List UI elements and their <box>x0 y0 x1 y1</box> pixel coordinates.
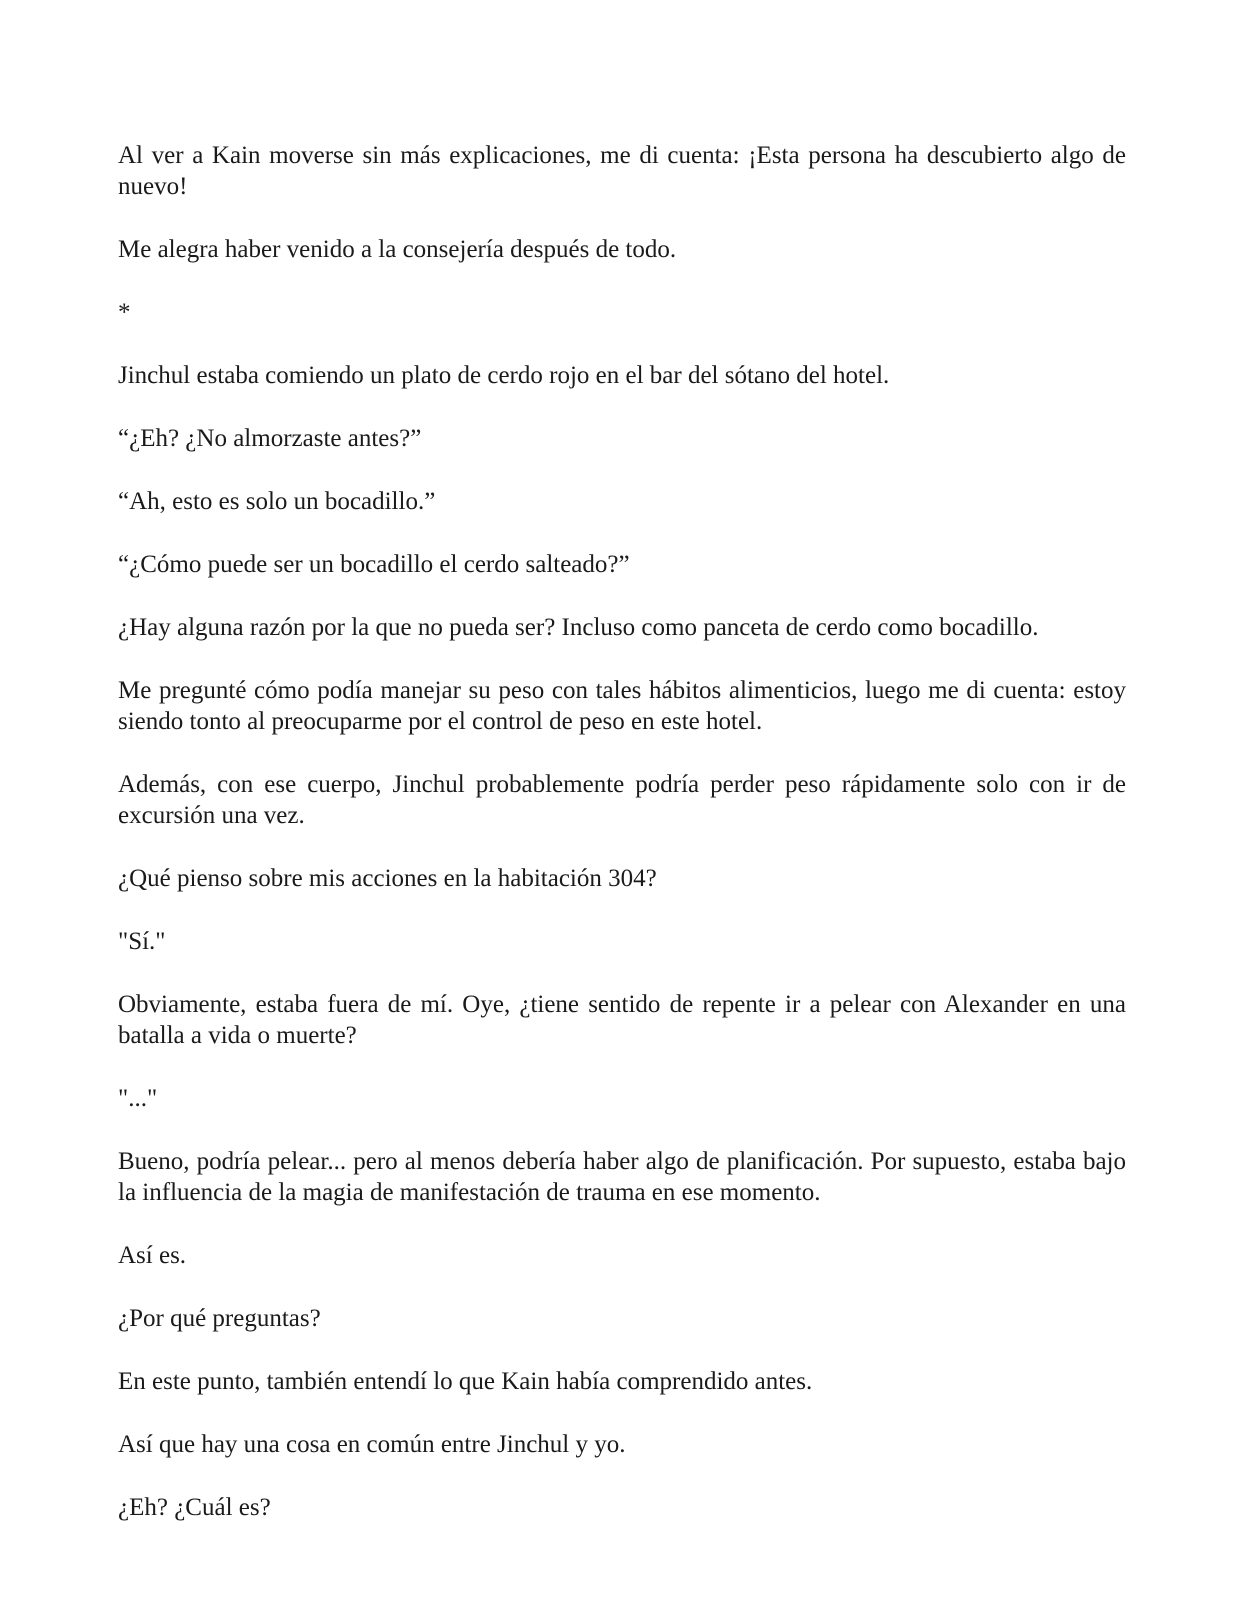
paragraph-3: Jinchul estaba comiendo un plato de cerdo rojo en el bar del sótano del hotel. <box>118 362 890 389</box>
paragraph-11: ¿Por qué preguntas? <box>118 1305 321 1332</box>
paragraph-13: Así que hay una cosa en común entre Jinchul y yo. <box>118 1431 626 1458</box>
paragraph-6: Además, con ese cuerpo, Jinchul probablemente podría perder peso rápidamente solo con ir de excursión una vez. <box>118 771 1126 829</box>
paragraph-5: Me pregunté cómo podía manejar su peso con tales hábitos alimenticios, luego me di cuenta: estoy siendo tonto al preocuparme por el control de peso en este hotel. <box>118 677 1126 735</box>
paragraph-2: Me alegra haber venido a la consejería después de todo. <box>118 236 677 263</box>
paragraph-14: ¿Eh? ¿Cuál es? <box>118 1494 271 1521</box>
paragraph-10: Así es. <box>118 1242 187 1269</box>
scene-break: * <box>118 299 131 326</box>
dialogue-4: "Sí." <box>118 928 166 955</box>
dialogue-5: "..." <box>118 1085 158 1112</box>
paragraph-7: ¿Qué pienso sobre mis acciones en la habitación 304? <box>118 865 657 892</box>
document-body <box>118 140 1126 1555</box>
paragraph-8: Obviamente, estaba fuera de mí. Oye, ¿tiene sentido de repente ir a pelear con Alexander en una batalla a vida o muerte? <box>118 991 1126 1049</box>
paragraph-9: Bueno, podría pelear... pero al menos debería haber algo de planificación. Por supuesto, estaba bajo la influencia de la magia de manifestación de trauma en ese momento. <box>118 1148 1126 1206</box>
paragraph-4: ¿Hay alguna razón por la que no pueda ser? Incluso como panceta de cerdo como bocadillo. <box>118 614 1039 641</box>
dialogue-3: “¿Cómo puede ser un bocadillo el cerdo salteado?” <box>118 551 630 578</box>
paragraph-12: En este punto, también entendí lo que Kain había comprendido antes. <box>118 1368 813 1395</box>
paragraph-1: Al ver a Kain moverse sin más explicaciones, me di cuenta: ¡Esta persona ha descubierto algo de nuevo! <box>118 142 1126 200</box>
dialogue-1: “¿Eh? ¿No almorzaste antes?” <box>118 425 422 452</box>
dialogue-2: “Ah, esto es solo un bocadillo.” <box>118 488 436 515</box>
